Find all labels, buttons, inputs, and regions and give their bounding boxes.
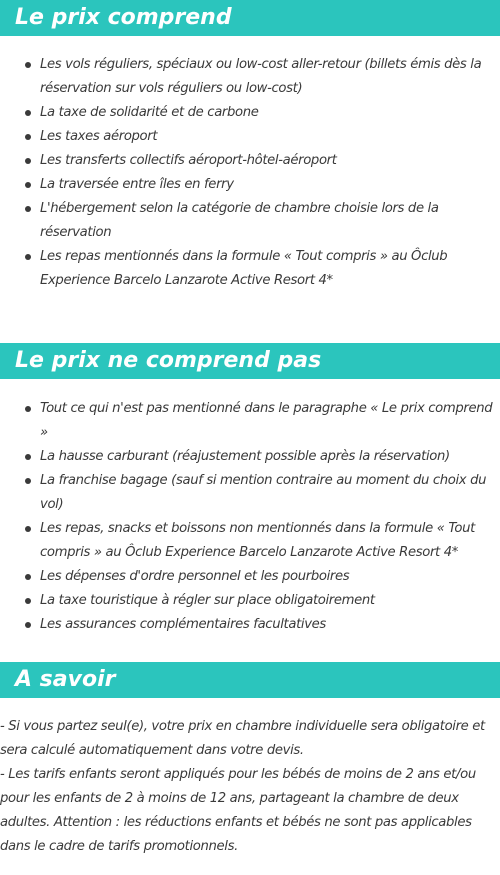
includes-list <box>0 53 500 293</box>
list-item: La franchise bagage (sauf si mention contraire au moment du choix du vol) <box>40 469 496 517</box>
list-item: Tout ce qui n'est pas mentionné dans le paragraphe « Le prix comprend » <box>40 397 496 445</box>
list-item: La taxe touristique à régler sur place obligatoirement <box>40 589 496 613</box>
list-item: Les repas, snacks et boissons non mentionnés dans la formule « Tout compris » au Ôclub Experience Barcelo Lanzarote Active Resort 4* <box>40 517 496 565</box>
info-text <box>0 715 500 859</box>
list-item: La taxe de solidarité et de carbone <box>40 101 496 125</box>
list-item: L'hébergement selon la catégorie de chambre choisie lors de la réservation <box>40 197 496 245</box>
excludes-list <box>0 397 500 637</box>
section-header-excludes: Le prix ne comprend pas <box>0 343 500 379</box>
list-item: Les vols réguliers, spéciaux ou low-cost aller-retour (billets émis dès la réservation sur vols réguliers ou low-cost) <box>40 53 496 101</box>
info-paragraph: - Si vous partez seul(e), votre prix en chambre individuelle sera obligatoire et sera calculé automatiquement dans votre devis. <box>0 719 485 758</box>
list-item: Les dépenses d'ordre personnel et les pourboires <box>40 565 496 589</box>
section-header-info: A savoir <box>0 662 500 698</box>
list-item: Les repas mentionnés dans la formule « Tout compris » au Ôclub Experience Barcelo Lanzarote Active Resort 4* <box>40 245 496 293</box>
list-item: La traversée entre îles en ferry <box>40 173 496 197</box>
list-item: Les transferts collectifs aéroport-hôtel-aéroport <box>40 149 496 173</box>
section-header-includes: Le prix comprend <box>0 0 500 36</box>
list-item: La hausse carburant (réajustement possible après la réservation) <box>40 445 496 469</box>
list-item: Les assurances complémentaires facultatives <box>40 613 496 637</box>
list-item: Les taxes aéroport <box>40 125 496 149</box>
info-paragraph: - Les tarifs enfants seront appliqués pour les bébés de moins de 2 ans et/ou pour les enfants de 2 à moins de 12 ans, partageant la chambre de deux adultes. Attention : les réductions enfants et bébés ne sont pas applicables dans le cadre de tarifs promotionnels. <box>0 767 476 854</box>
